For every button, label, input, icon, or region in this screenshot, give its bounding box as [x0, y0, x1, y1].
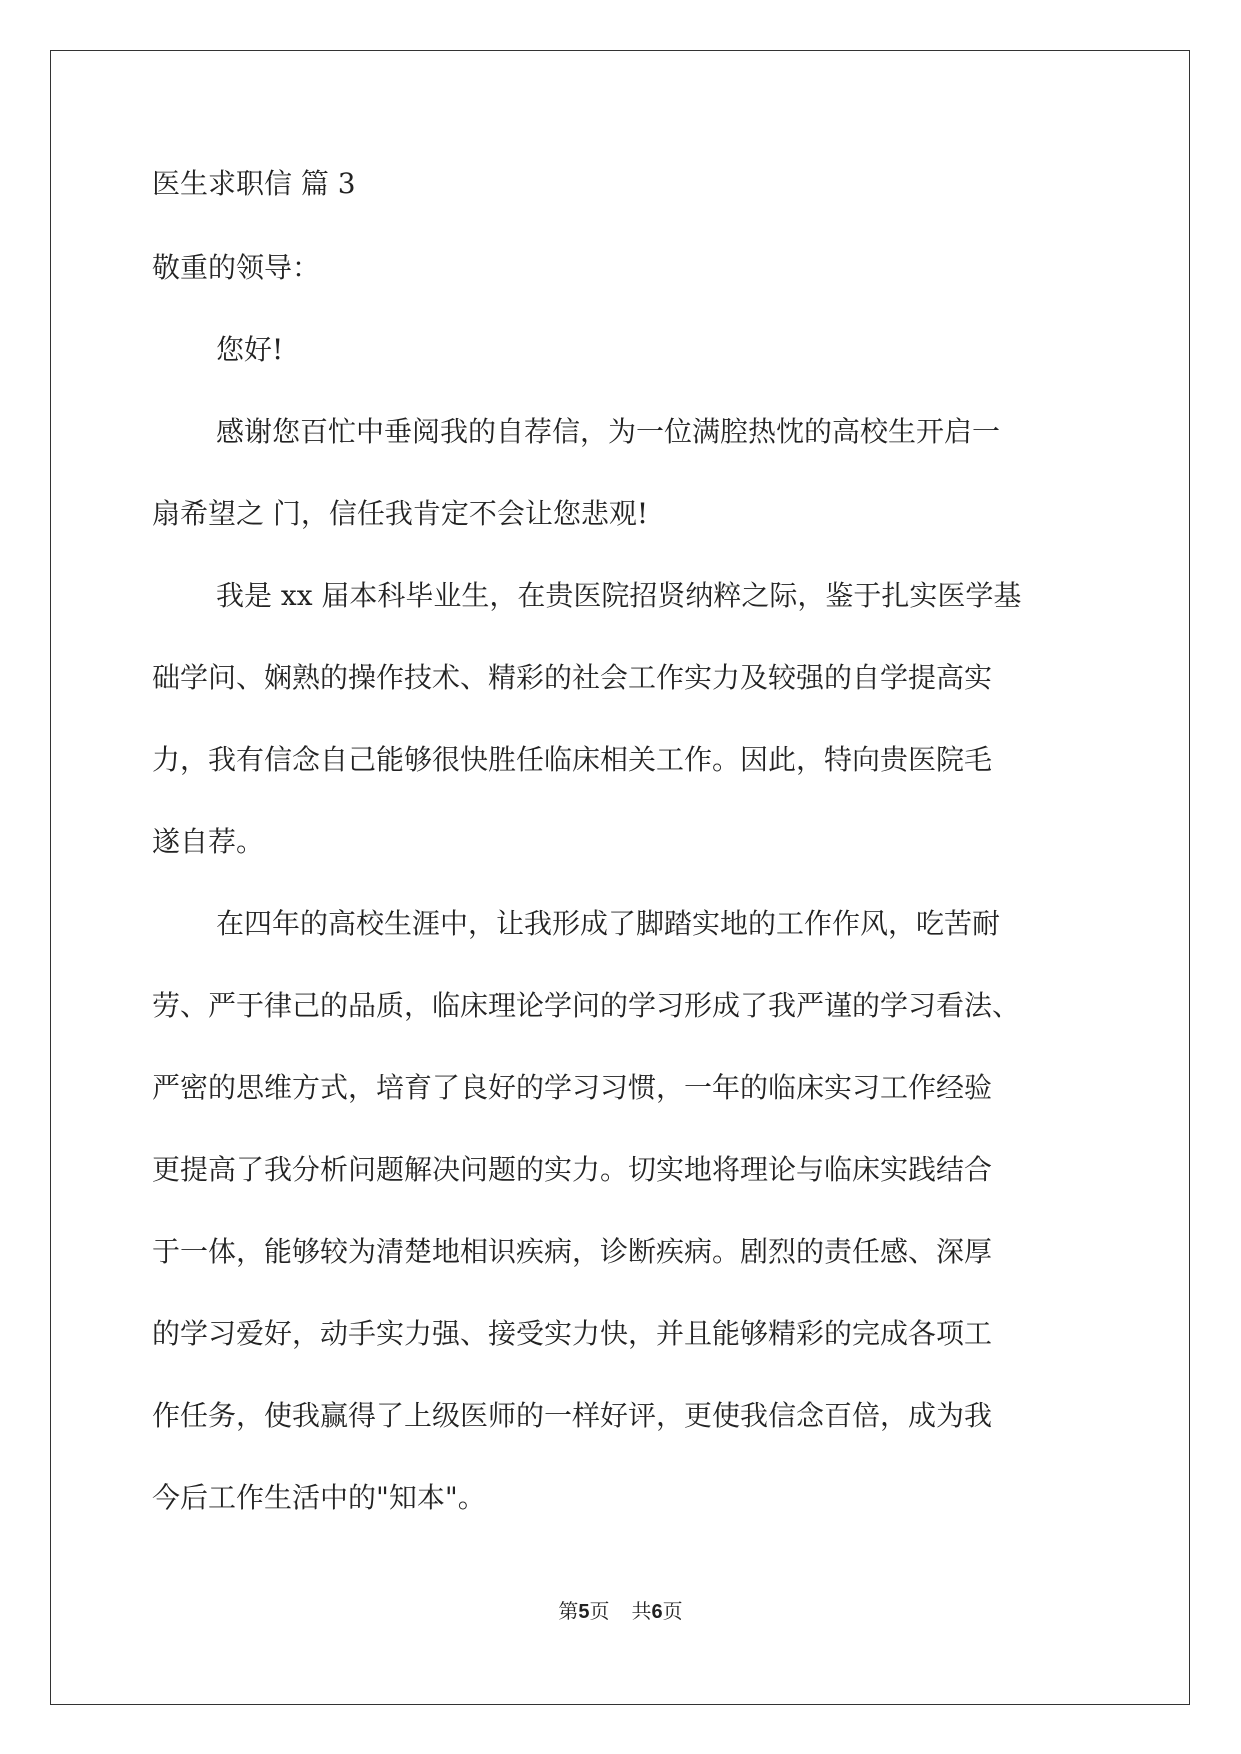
paragraph-line: 劳、严于律己的品质，临床理论学问的学习形成了我严谨的学习看法、: [152, 989, 1021, 1022]
paragraph-line: 遂自荐。: [152, 825, 265, 858]
total-prefix: 共: [631, 1601, 652, 1623]
salutation: 敬重的领导：: [152, 251, 321, 284]
page-suffix: 页: [589, 1601, 610, 1623]
paragraph-line: 作任务，使我赢得了上级医师的一样好评，更使我信念百倍，成为我: [152, 1399, 993, 1432]
paragraph-2: [152, 555, 1137, 883]
letter-title: 医生求职信 篇 3: [152, 167, 356, 200]
paragraph-line: 严密的思维方式，培育了良好的学习习惯，一年的临床实习工作经验: [152, 1071, 993, 1104]
paragraph-line: 更提高了我分析问题解决问题的实力。切实地将理论与临床实践结合: [152, 1153, 993, 1186]
paragraph-line: 础学问、娴熟的操作技术、精彩的社会工作实力及较强的自学提高实: [152, 661, 993, 694]
letter-body: [152, 165, 1137, 1539]
paragraph-line: 今后工作生活中的"知本"。: [152, 1481, 486, 1514]
page-prefix: 第: [558, 1601, 579, 1623]
paragraph-line: 力，我有信念自己能够很快胜任临床相关工作。因此，特向贵医院毛: [152, 743, 993, 776]
page-footer: [0, 1595, 1241, 1624]
page-total: 6: [651, 1601, 663, 1623]
paragraph-line: 的学习爱好，动手实力强、接受实力快，并且能够精彩的完成各项工: [152, 1317, 993, 1350]
paragraph-line: 我是 xx 届本科毕业生，在贵医院招贤纳粹之际，鉴于扎实医学基: [216, 579, 1022, 612]
paragraph-line: 扇希望之 门，信任我肯定不会让您悲观!: [152, 497, 649, 530]
greeting: 您好!: [216, 333, 284, 366]
page-current: 5: [578, 1601, 590, 1623]
paragraph-line: 于一体，能够较为清楚地相识疾病，诊断疾病。剧烈的责任感、深厚: [152, 1235, 993, 1268]
paragraph-1: [152, 391, 1137, 555]
paragraph-line: 在四年的高校生涯中，让我形成了脚踏实地的工作作风，吃苦耐: [216, 907, 1001, 940]
paragraph-3: [152, 883, 1137, 1539]
paragraph-line: 感谢您百忙中垂阅我的自荐信，为一位满腔热忱的高校生开启一: [216, 415, 1001, 448]
total-suffix: 页: [662, 1601, 683, 1623]
